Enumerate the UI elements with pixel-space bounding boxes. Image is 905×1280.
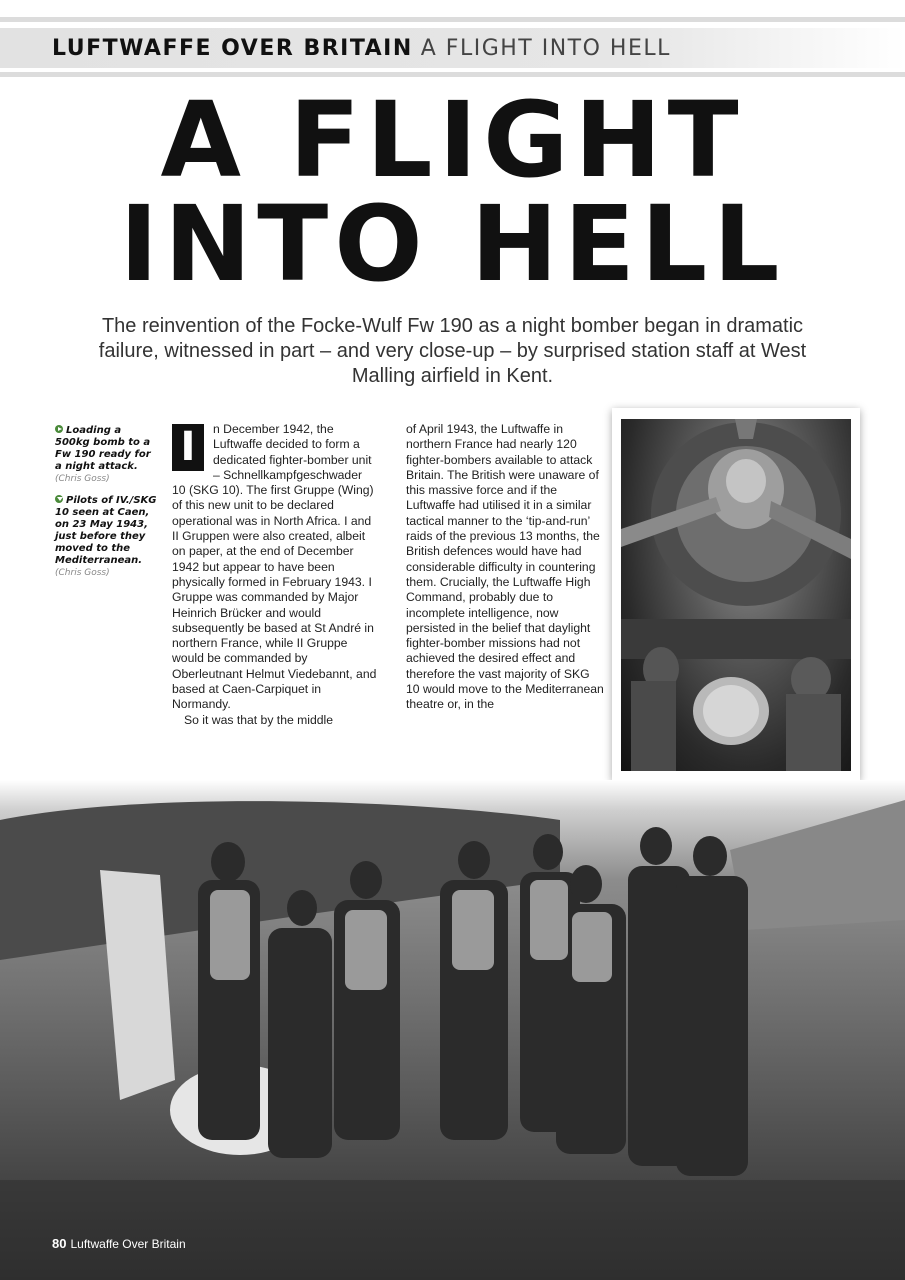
header-rule-top [0, 17, 905, 22]
drop-cap: I [172, 424, 204, 471]
section-name: LUFTWAFFE OVER BRITAIN [52, 36, 413, 61]
publication-name: Luftwaffe Over Britain [70, 1237, 186, 1251]
standfirst: The reinvention of the Focke-Wulf Fw 190 as a night bomber began in dramatic failure, witnessed in part – and very close-up – by surprised station staff at West Malling airfield in Kent. [98, 315, 807, 387]
section-subtitle: A FLIGHT INTO HELL [420, 36, 671, 61]
body-paragraph: So it was that by the middle [184, 712, 334, 727]
page-footer [52, 1236, 186, 1251]
body-paragraph: n December 1942, the Luftwaffe decided to form a dedicated fighter-bomber unit – Schnellkampfgeschwader 10 (SKG 10). The first Gruppe (Wing) of this new unit to be declared operational was in North Africa. I and II Gruppen were also created, albeit on paper, at the end of December 1942 but appear to have been physically formed in February 1943. I Gruppe was commanded by Major Heinrich Brücker and would subsequently be based at St André in northern France, while II Gruppe would be commanded by Oberleutnant Helmut Viedebannt, and based at Caen-Carpiquet in Normandy. [172, 422, 377, 712]
header-rule-bottom [0, 72, 905, 77]
body-paragraph: of April 1943, the Luftwaffe in northern France had nearly 120 fighter-bombers available to attack Britain. The British were unaware of this massive force and if the Luftwaffe had utilised it in a similar tactical manner to the ‘tip-and-run’ raids of the previous 13 months, the British defences would have had considerable difficulty in countering them. Crucially, the Luftwaffe High Command, probably due to incomplete intelligence, now persisted in the belief that daylight fighter-bomber missions had not achieved the desired effect and therefore the vast majority of SKG 10 would move to the Mediterranean theatre or, in the [406, 422, 604, 712]
photo-bomb-loading-frame [612, 408, 860, 780]
photo-bomb-loading [621, 419, 851, 771]
pilots-group-illustration [0, 780, 905, 1280]
body-column-2 [406, 422, 606, 713]
photo-captions [55, 425, 159, 589]
photo-pilots-at-caen [0, 780, 905, 1280]
article-title-line-1: A FLIGHT [160, 79, 745, 201]
caption-bomb-loading [55, 425, 159, 485]
arrow-right-icon [55, 425, 63, 433]
caption-text: Loading a 500kg bomb to a Fw 190 ready for a night attack. [55, 425, 151, 472]
fw190-engine-illustration [621, 419, 851, 771]
caption-credit: (Chris Goss) [55, 568, 110, 578]
caption-text: Pilots of IV./SKG 10 seen at Caen, on 23 May 1943, just before they moved to the Mediterranean. [55, 495, 157, 566]
caption-credit: (Chris Goss) [55, 474, 110, 484]
section-header [52, 36, 671, 61]
article-title-line-2: INTO HELL [119, 183, 786, 305]
arrow-down-icon [55, 495, 63, 503]
page-number: 80 [52, 1236, 67, 1251]
caption-pilots [55, 495, 159, 579]
body-column-1 [172, 422, 377, 728]
